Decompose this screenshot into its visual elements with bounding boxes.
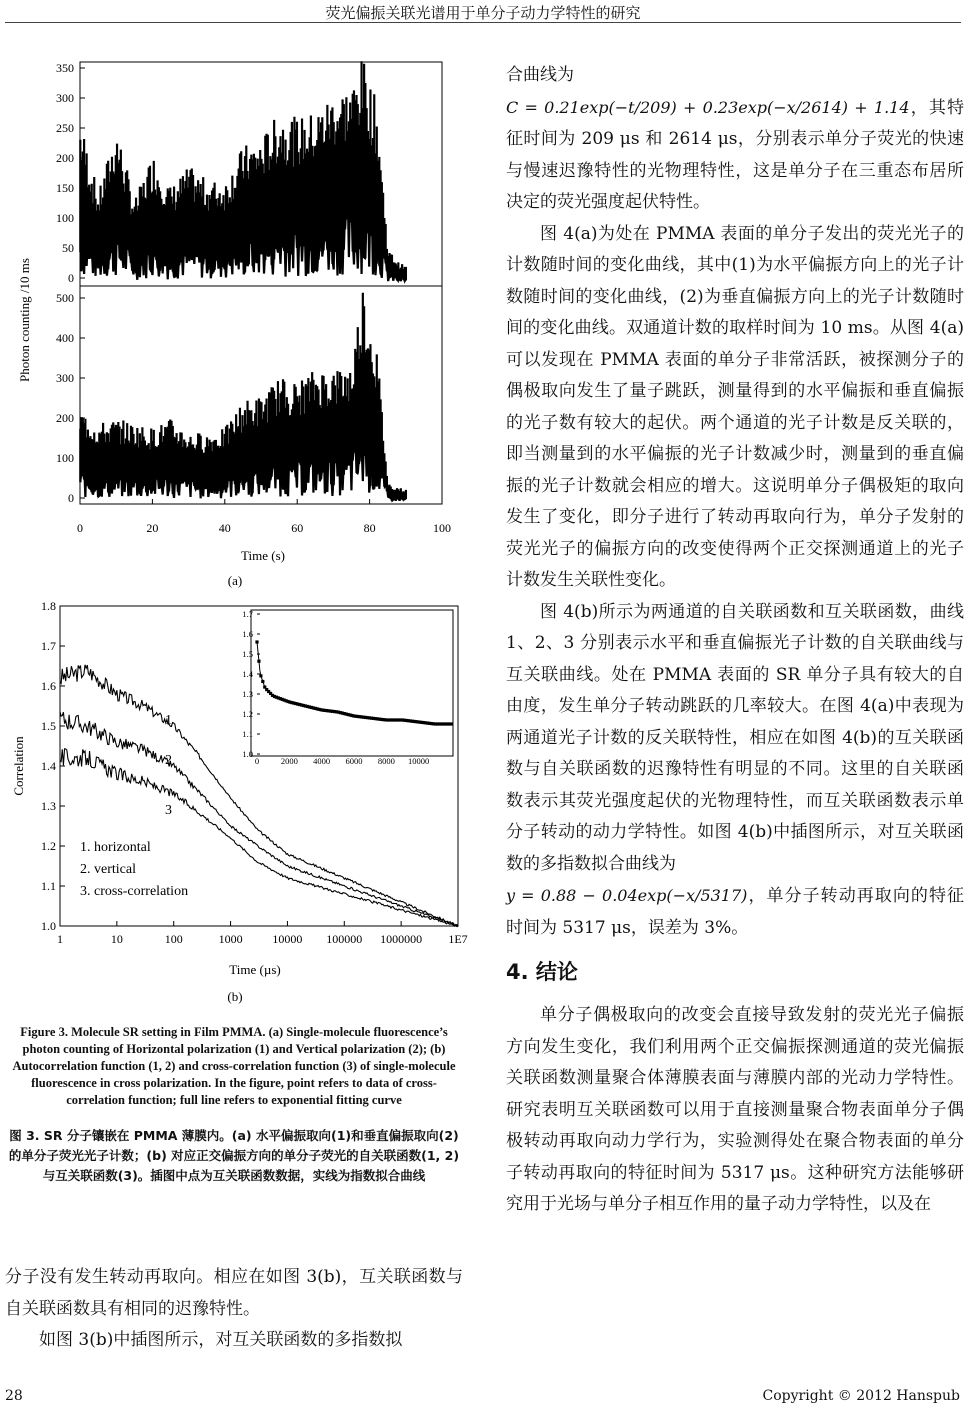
- x-tick-label: 80: [363, 521, 376, 535]
- y-tick-label: 1.8: [41, 599, 56, 613]
- x-tick-label: 100: [433, 521, 451, 535]
- legend-vertical: 2. vertical: [80, 862, 136, 877]
- y-tick-label: 1.5: [41, 719, 56, 733]
- figure-a-panel-label: (a): [227, 573, 243, 588]
- equation-1: C = 0.21exp(−t/209) + 0.23exp(−x/2614) + 1.14: [506, 97, 910, 117]
- y-tick-label: 1.1: [41, 879, 56, 893]
- x-tick-label: 0: [77, 521, 83, 535]
- figure-caption-chinese: 图 3. SR 分子镶嵌在 PMMA 薄膜内。(a) 水平偏振取向(1)和垂直偏振取向(2)的单分子荧光光子计数；(b) 对应正交偏振方向的单分子荧光的自关联函数(1, 2)与互关联函数(3)。插图中点为互关联函数数据，实线为指数拟合曲线: [8, 1128, 460, 1183]
- y-tick-label: 300: [56, 371, 74, 385]
- legend-cross-correlation: 3. cross-correlation: [80, 884, 189, 899]
- right-paragraph-5: 单分子偶极取向的改变会直接导致发射的荧光光子偏振方向发生变化，我们利用两个正交偏振探测通道的荧光偏振关联函数测量聚合体薄膜表面与薄膜内部的光动力学特性。研究表明互关联函数可以用于直接测量聚合物表面单分子偶极转动再取向动力学行为，实验测得处在聚合物表面的单分子转动再取向的特征时间为 5317 μs。这种研究方法能够研究用于光场与单分子相互作用的量子动力学特性，以及在: [506, 1005, 964, 1214]
- right-column-text: [506, 60, 964, 1221]
- y-tick-label: 200: [56, 151, 74, 165]
- right-paragraph-4: ，单分子转动再取向的特征时间为 5317 μs，误差为 3%。: [506, 886, 965, 938]
- inset-y-tick-label: 1.5: [242, 649, 253, 659]
- x-tick-label: 10: [110, 932, 123, 946]
- curve-label-3: 3: [165, 803, 172, 818]
- figure-a: [5, 60, 463, 590]
- x-tick-label: 60: [291, 521, 304, 535]
- left-column-text: [5, 1262, 463, 1357]
- inset-y-tick-label: 1.6: [242, 629, 253, 639]
- y-tick-label: 1.0: [41, 919, 56, 933]
- x-tick-label: 1E7: [448, 932, 468, 946]
- correlation-curve: [60, 749, 458, 927]
- x-tick-label: 1: [57, 932, 63, 946]
- x-tick-label: 10000: [272, 932, 303, 946]
- y-tick-label: 1.2: [41, 839, 56, 853]
- y-tick-label: 1.4: [41, 759, 56, 773]
- figure-caption-english: Figure 3. Molecule SR setting in Film PMMA. (a) Single-molecule fluorescence’s photon counting of Horizontal polarization (1) and Vertical polarization (2); (b) Autocorrelation function (1, 2) and cross-correlation function (3) of single-molecule fluorescence in cross polarization. In the figure, point refers to data of cross-correlation function; full line refers to exponential fitting curve: [12, 1025, 456, 1107]
- equation-2: y = 0.88 − 0.04exp(−x/5317): [506, 886, 748, 905]
- figure-b-panel-label: (b): [227, 989, 243, 1004]
- inset-y-tick-label: 1.1: [242, 729, 253, 739]
- y-tick-label: 300: [56, 91, 74, 105]
- y-tick-label: 350: [56, 61, 74, 75]
- copyright: Copyright © 2012 Hanspub: [762, 1388, 960, 1404]
- right-paragraph-3: 图 4(b)所示为两通道的自关联函数和互关联函数，曲线 1、2、3 分别表示水平和垂直偏振光子计数的自关联曲线与互关联曲线。处在 PMMA 表面的 SR 单分子具有较大的自由度，发生单分子转动跳跃的几率较大。在图 4(a)中表现为两通道光子计数的反关联特性，相应在如图 4(b)的互关联函数与自关联函数的迟豫特性有明显的不同。这里的自关联函数表示其荧光强度起伏的光物理特性，而互关联函数表示单分子转动的动力学特性。如图 4(b)中插图所示，对互关联函数的多指数拟合曲线为: [506, 601, 964, 874]
- inset-y-tick-label: 1.2: [242, 709, 253, 719]
- figure-b-ylabel: Correlation: [11, 736, 26, 796]
- figure-a-xlabel: Time (s): [241, 548, 285, 563]
- y-tick-label: 400: [56, 331, 74, 345]
- y-tick-label: 0: [68, 491, 74, 505]
- y-tick-label: 0: [68, 271, 74, 285]
- header-rule: [5, 22, 961, 23]
- y-tick-label: 500: [56, 291, 74, 305]
- right-paragraph-0: 合曲线为: [506, 65, 574, 85]
- y-tick-label: 1.3: [41, 799, 56, 813]
- inset-x-tick-label: 6000: [345, 756, 363, 766]
- curve-label-2: 2: [165, 753, 172, 768]
- left-paragraph-1: 分子没有发生转动再取向。相应在如图 3(b)，互关联函数与自关联函数具有相同的迟豫特性。: [5, 1267, 463, 1319]
- x-tick-label: 20: [146, 521, 159, 535]
- legend-horizontal: 1. horizontal: [80, 840, 151, 855]
- inset-y-tick-label: 1.4: [242, 669, 253, 679]
- inset-x-tick-label: 2000: [280, 756, 298, 766]
- inset-y-tick-label: 1.3: [242, 689, 253, 699]
- right-paragraph-2: 图 4(a)为处在 PMMA 表面的单分子发出的荧光光子的计数随时间的变化曲线，其中(1)为水平偏振方向上的光子计数随时间的变化曲线，(2)为垂直偏振方向上的光子计数随时间的变化曲线。双通道计数的取样时间为 10 ms。从图 4(a)可以发现在 PMMA 表面的单分子非常活跃，被探测分子的偶极取向发生了量子跳跃，测量得到的水平偏振和垂直偏振的光子数有较大的起伏。两个通道的光子计数是反关联的，即当测量到的水平偏振的光子计数减少时，测量到的垂直偏振的光子计数就会相应的增大。这说明单分子偶极矩的取向发生了变化，即分子进行了转动再取向行为，单分子发射的荧光光子的偏振方向的改变使得两个正交探测通道上的光子计数发生关联性变化。: [506, 223, 964, 590]
- inset-x-tick-label: 8000: [377, 756, 395, 766]
- inset-frame: [251, 610, 453, 756]
- x-tick-label: 100000: [326, 932, 363, 946]
- y-tick-label: 100: [56, 211, 74, 225]
- page-number: 28: [5, 1388, 23, 1404]
- inset-y-tick-label: 1.0: [242, 749, 253, 759]
- x-tick-label: 1000000: [380, 932, 423, 946]
- vertical-trace: [80, 294, 406, 501]
- horizontal-trace: [80, 62, 406, 281]
- x-tick-label: 100: [164, 932, 183, 946]
- inset-x-tick-label: 0: [254, 756, 260, 766]
- figure-b: [5, 596, 468, 1016]
- y-tick-label: 1.6: [41, 679, 56, 693]
- section-heading: 4. 结论: [506, 960, 578, 984]
- x-tick-label: 40: [218, 521, 231, 535]
- y-tick-label: 250: [56, 121, 74, 135]
- left-paragraph-2: 如图 3(b)中插图所示，对互关联函数的多指数拟: [39, 1330, 403, 1350]
- x-tick-label: 1000: [218, 932, 243, 946]
- inset-x-tick-label: 10000: [408, 756, 430, 766]
- y-tick-label: 150: [56, 181, 74, 195]
- y-tick-label: 50: [62, 241, 74, 255]
- y-tick-label: 1.7: [41, 639, 56, 653]
- right-paragraph-1: ，其特征时间为 209 μs 和 2614 μs，分别表示单分子荧光的快速与慢速迟豫特性的光物理特性，这是单分子在三重态布居所决定的荧光强度起伏特性。: [506, 97, 964, 212]
- curve-label-1: 1: [165, 713, 172, 728]
- running-header: 荧光偏振关联光谱用于单分子动力学特性的研究: [325, 4, 641, 22]
- inset-y-tick-label: 1.7: [242, 609, 253, 619]
- y-tick-label: 100: [56, 451, 74, 465]
- figure-a-ylabel: Photon counting /10 ms: [17, 258, 32, 382]
- figure-b-xlabel: Time (µs): [229, 962, 281, 977]
- inset-x-tick-label: 4000: [313, 756, 331, 766]
- y-tick-label: 200: [56, 411, 74, 425]
